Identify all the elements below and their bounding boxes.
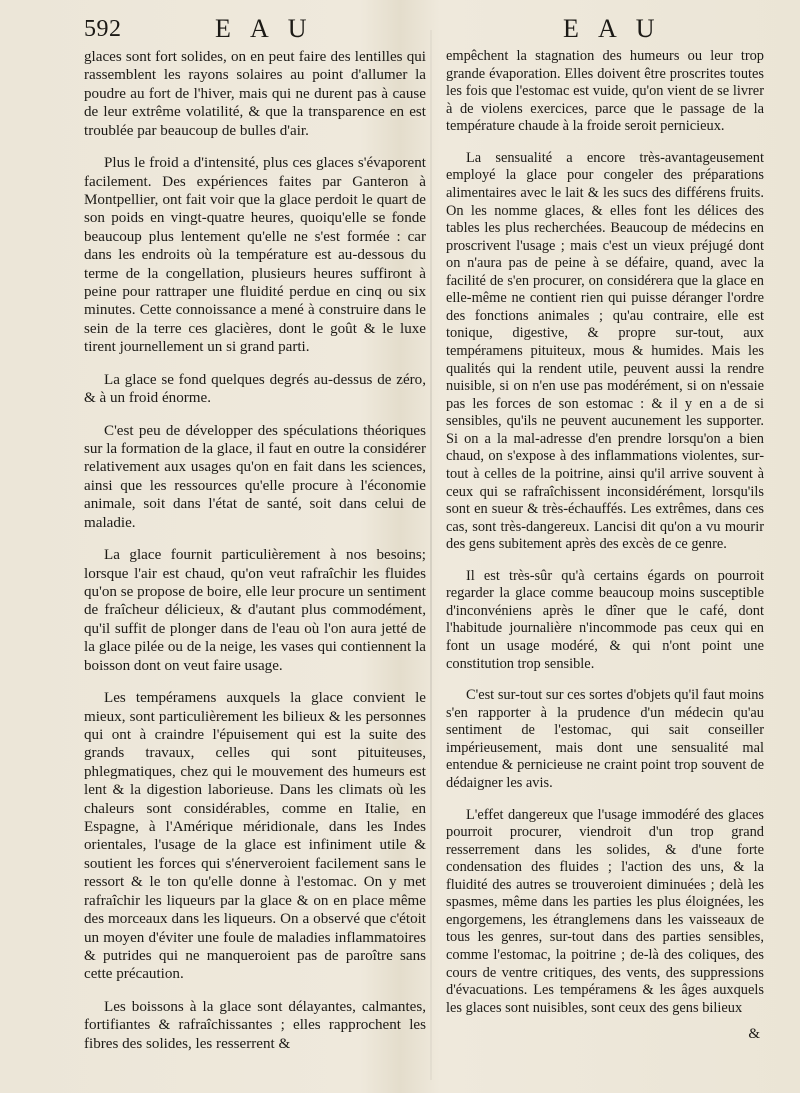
paragraph: La glace se fond quelques degrés au-dessus de zéro, & à un froid énorme. [84,371,426,407]
running-title-right: E A U [563,14,662,43]
paragraph: Les tempéramens auxquels la glace convient le mieux, sont particulièrement les bilieux & les personnes qui ont à craindre l'épuisement qui est la suite des grands travaux, celles qui sont pituiteuses, phlegmatiques, chez qui le mouvement des humeurs est lent & la digestion laborieuse. Dans les climats où les chaleurs sont considérables, comme en Italie, en Espagne, à l'Amérique méridionale, dans les Indes orientales, l'usage de la glace est infiniment utile & soutient les forces qui s'énerveroient facilement sans le ressort & le ton qu'elle donne à l'estomac. On y met rafraîchir les liqueurs par la glace & on en place même des morceaux dans les liqueurs. On a observé que c'étoit un moyen d'éviter une foule de maladies inflammatoires & putrides qui ne manqueroient pas de paroître sans cette précaution. [84,690,426,983]
paragraph: Les boissons à la glace sont délayantes, calmantes, fortifiantes & rafraîchissantes ; elles rapprochent les fibres des solides, les resserrent & [84,998,426,1052]
running-title-left: E A U [215,14,314,43]
page-header [0,12,800,46]
paragraph: Plus le froid a d'intensité, plus ces glaces s'évaporent facilement. Des expériences faites par Ganteron à Montpellier, ont fait voir que la glace perdoit le quart de son poids en vingt-quatre heures, quoiqu'elle se fonde beaucoup plus lentement qu'elle ne s'est formée : car dans les endroits où la température est au-dessous du terme de la congellation, plusieurs heures suffiront à peine pour rattraper une fluidité perdue en cinq ou six minutes. Cette connoissance a mené à construire dans le sein de la terre ces glacières, dont le goût & le luxe tirent journellement un si grand parti. [84,155,426,356]
paragraph: C'est sur-tout sur ces sortes d'objets qu'il faut moins s'en rapporter à la prudence d'un médecin qu'au sentiment de l'estomac, qui sait conseiller impérieusement, mais dont une sensualité mal entendue & pernicieuse ne craint point trop souvent de dédaigner les avis. [446,687,764,791]
paragraph: empêchent la stagnation des humeurs ou leur trop grande évaporation. Elles doivent être proscrites toutes les fois que l'estomac est vuide, qu'on vient de se livrer à de violens exercices, parce que le passage de la température chaude à la froide seroit pernicieux. [446,48,764,135]
right-column [446,48,764,1031]
column-gutter [430,30,432,1080]
catchword: & [748,1026,760,1042]
left-column [84,48,426,1067]
paragraph: glaces sont fort solides, on en peut faire des lentilles qui rassemblent les rayons solaires au point d'allumer la poudre au fort de l'hiver, mais qui ne durent pas à cause de leur extrême volatilité, & que la transparence en est troublée par beaucoup de bulles d'air. [84,49,426,139]
paragraph: L'effet dangereux que l'usage immodéré des glaces pourroit procurer, viendroit d'un trop grand resserrement dans les solides, & d'une forte condensation des fluides ; l'action des uns, & la fluidité des autres se trouveroient diminuées ; delà les spasmes, même dans les parties les plus éloignées, les engorgemens, les étranglemens dans les vaisseaux de tous les genres, sur-tout dans des parties sensibles, comme l'estomac, la poitrine ; de-là des coliques, des cours de ventre critiques, des vents, des suppressions d'évacuations. Les tempéramens & les âges auxquels les glaces sont nuisibles, sont ceux des gens bilieux [446,806,764,1016]
paragraph: C'est peu de développer des spéculations théoriques sur la formation de la glace, il faut en outre la considérer relativement aux usages qu'on en fait dans les sciences, ainsi que les ressources qu'elle procure à l'économie animale, soit dans l'état de santé, soit dans celui de maladie. [84,422,426,531]
page-number: 592 [84,16,122,42]
paragraph: La glace fournit particulièrement à nos besoins; lorsque l'air est chaud, qu'on veut rafraîchir les fluides qu'on se propose de boire, elle leur procure un sentiment de fraîcheur délicieux, & d'autant plus commodément, qu'il suffit de plonger dans de l'eau où l'on aura jetté de la glace pilée ou de la neige, les vases qui contiennent la boisson dont on veut faire usage. [84,547,426,674]
paragraph: La sensualité a encore très-avantageusement employé la glace pour congeler des préparations alimentaires avec le lait & les sucs des différens fruits. On les nomme glaces, & elles font les délices des tables les plus recherchées. Beaucoup de médecins en proscrivent l'usage ; mais c'est un vieux préjugé dont on n'aura pas de peine à se défaire, quand, avec la facilité de s'en procurer, on considérera que la glace en elle-même ne contient rien qui puisse déranger l'ordre des fonctions animales ; qu'au contraire, elle est tonique, digestive, & propre sur-tout, aux tempéramens pituiteux, mous & humides. Mais les qualités qui la rendent utile, peuvent aussi la rendre nuisible, si on n'en use pas modérément, si on n'essaie pas les forces de son estomac : & il y en a de si sensibles, qu'ils ne peuvent aucunement les supporter. Si on a la mal-adresse d'en prendre lorsqu'on a bien chaud, on s'expose à des inflammations violentes, sur-tout à celles de la poitrine, ainsi qu'il arrive souvent à ceux qui se rafraîchissent inconsidérément, lorsqu'ils sont en sueur & très-échauffés. Les extrêmes, dans ces cas, sont très-dangereux. Lancisi dit qu'on a vu mourir des gens subitement après des excès de ce genre. [446,149,764,553]
paragraph: Il est très-sûr qu'à certains égards on pourroit regarder la glace comme beaucoup moins susceptible d'inconvéniens après le dîner que le café, dont l'habitude journalière n'incommode pas ceux qui en font un usage modéré, & qui n'ont point une constitution trop sensible. [446,567,764,672]
